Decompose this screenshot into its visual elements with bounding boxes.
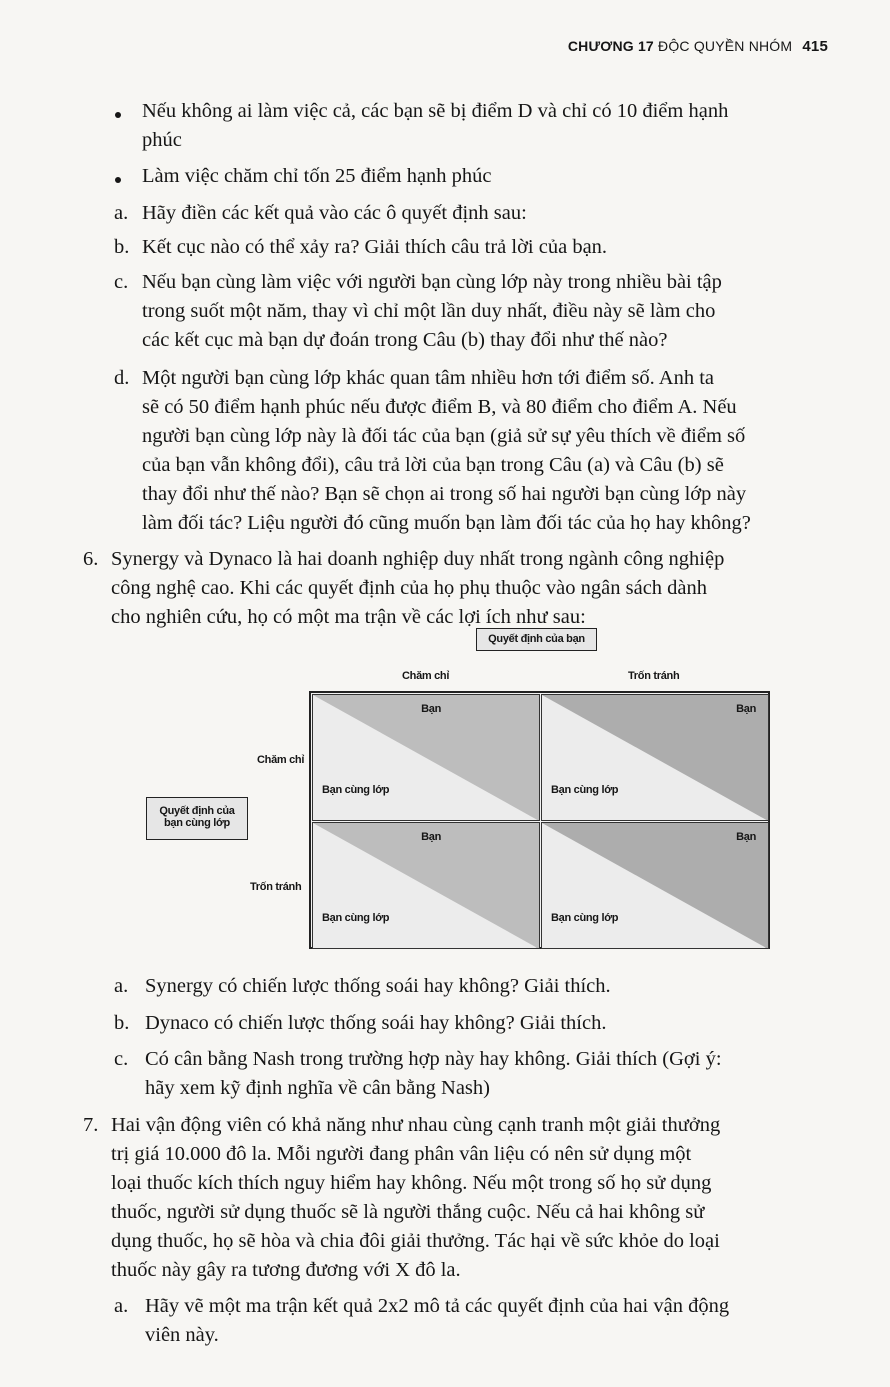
text-line: Synergy và Dynaco là hai doanh nghiệp duy nhất trong ngành công nghiệp xyxy=(111,548,725,570)
text-line: người bạn cùng lớp này là đối tác của bạn (giả sử sự yêu thích về điểm số xyxy=(142,425,746,447)
text-line: Dynaco có chiến lược thống soái hay không? Giải thích. xyxy=(145,1012,607,1034)
column-label: Trốn tránh xyxy=(628,670,680,682)
cell-diagonal xyxy=(542,695,769,821)
cell-label-classmate: Bạn cùng lớp xyxy=(322,784,390,796)
text-line: của bạn vẫn không đổi), câu trả lời của bạn trong Câu (a) và Câu (b) sẽ xyxy=(142,454,724,476)
decision-box-you: Quyết định của bạn xyxy=(476,628,597,651)
text-line: Hãy điền các kết quả vào các ô quyết định sau: xyxy=(142,202,527,224)
text-line: Hai vận động viên có khả năng như nhau cùng cạnh tranh một giải thưởng xyxy=(111,1114,721,1136)
column-label: Chăm chỉ xyxy=(402,670,450,682)
item-marker: c. xyxy=(114,271,129,293)
item-marker: a. xyxy=(114,975,129,997)
page-number: 415 xyxy=(802,38,828,55)
text-line: các kết cục mà bạn dự đoán trong Câu (b) thay đổi như thế nào? xyxy=(142,329,668,351)
text-line: viên này. xyxy=(145,1324,219,1346)
text-line: Synergy có chiến lược thống soái hay không? Giải thích. xyxy=(145,975,611,997)
item-marker: b. xyxy=(114,236,130,258)
matrix-cell xyxy=(541,822,769,949)
text-line: thay đổi như thế nào? Bạn sẽ chọn ai trong số hai người bạn cùng lớp này xyxy=(142,483,747,505)
text-line: dụng thuốc, họ sẽ hòa và chia đôi giải thưởng. Tác hại về sức khỏe do loại xyxy=(111,1230,720,1252)
item-marker: d. xyxy=(114,367,130,389)
text-line: thuốc, người sử dụng thuốc sẽ là người thắng cuộc. Nếu cả hai không sử xyxy=(111,1201,705,1223)
text-line: loại thuốc kích thích nguy hiểm hay không. Nếu một trong số họ sử dụng xyxy=(111,1172,712,1194)
text-line: Nếu không ai làm việc cả, các bạn sẽ bị điểm D và chỉ có 10 điểm hạnh xyxy=(142,100,729,122)
cell-label-you: Bạn xyxy=(736,831,756,843)
text-line: Nếu bạn cùng làm việc với người bạn cùng lớp này trong nhiều bài tập xyxy=(142,271,722,293)
page-header xyxy=(568,38,828,55)
text-line: Hãy vẽ một ma trận kết quả 2x2 mô tả các quyết định của hai vận động xyxy=(145,1295,730,1317)
text-line: hãy xem kỹ định nghĩa về cân bằng Nash) xyxy=(145,1077,490,1099)
cell-label-classmate: Bạn cùng lớp xyxy=(551,912,619,924)
text-line: thuốc này gây ra tương đương với X đô la. xyxy=(111,1259,461,1281)
text-line: làm đối tác? Liệu người đó cũng muốn bạn làm đối tác của họ hay không? xyxy=(142,512,751,534)
text-line: cho nghiên cứu, họ có một ma trận về các lợi ích như sau: xyxy=(111,606,586,628)
matrix-cell xyxy=(312,822,540,949)
item-marker: a. xyxy=(114,202,129,224)
chapter-title: ĐỘC QUYỀN NHÓM xyxy=(658,38,793,54)
text-line: phúc xyxy=(142,129,182,151)
decision-box-line: bạn cùng lớp xyxy=(164,817,230,829)
text-line: công nghệ cao. Khi các quyết định của họ phụ thuộc vào ngân sách dành xyxy=(111,577,708,599)
cell-label-classmate: Bạn cùng lớp xyxy=(322,912,390,924)
cell-label-you: Bạn xyxy=(736,703,756,715)
row-label: Trốn tránh xyxy=(250,881,302,893)
decision-box-line: Quyết định của xyxy=(159,805,235,817)
cell-label-classmate: Bạn cùng lớp xyxy=(551,784,619,796)
matrix-cell xyxy=(312,694,540,821)
text-line: Làm việc chăm chỉ tốn 25 điểm hạnh phúc xyxy=(142,165,492,187)
text-line: Có cân bằng Nash trong trường hợp này hay không. Giải thích (Gợi ý: xyxy=(145,1048,722,1070)
text-line: Kết cục nào có thể xảy ra? Giải thích câu trả lời của bạn. xyxy=(142,236,608,258)
cell-diagonal xyxy=(542,823,769,949)
bullet-dot xyxy=(115,112,121,118)
text-line: trong suốt một năm, thay vì chỉ một lần duy nhất, điều này sẽ làm cho xyxy=(142,300,716,322)
cell-label-you: Bạn xyxy=(421,831,441,843)
item-marker: c. xyxy=(114,1048,129,1070)
text-line: trị giá 10.000 đô la. Mỗi người đang phân vân liệu có nên sử dụng một xyxy=(111,1143,692,1165)
question-number: 6. xyxy=(83,548,99,570)
question-number: 7. xyxy=(83,1114,99,1136)
item-marker: b. xyxy=(114,1012,130,1034)
row-label: Chăm chỉ xyxy=(257,754,305,766)
text-line: Một người bạn cùng lớp khác quan tâm nhiều hơn tới điểm số. Anh ta xyxy=(142,367,715,389)
cell-label-you: Bạn xyxy=(421,703,441,715)
matrix-cell xyxy=(541,694,769,821)
decision-box-classmate xyxy=(146,797,248,840)
item-marker: a. xyxy=(114,1295,129,1317)
text-line: sẽ có 50 điểm hạnh phúc nếu được điểm B, và 80 điểm cho điểm A. Nếu xyxy=(142,396,737,418)
chapter-number: CHƯƠNG 17 xyxy=(567,38,654,54)
payoff-matrix xyxy=(309,691,770,949)
bullet-dot xyxy=(115,177,121,183)
